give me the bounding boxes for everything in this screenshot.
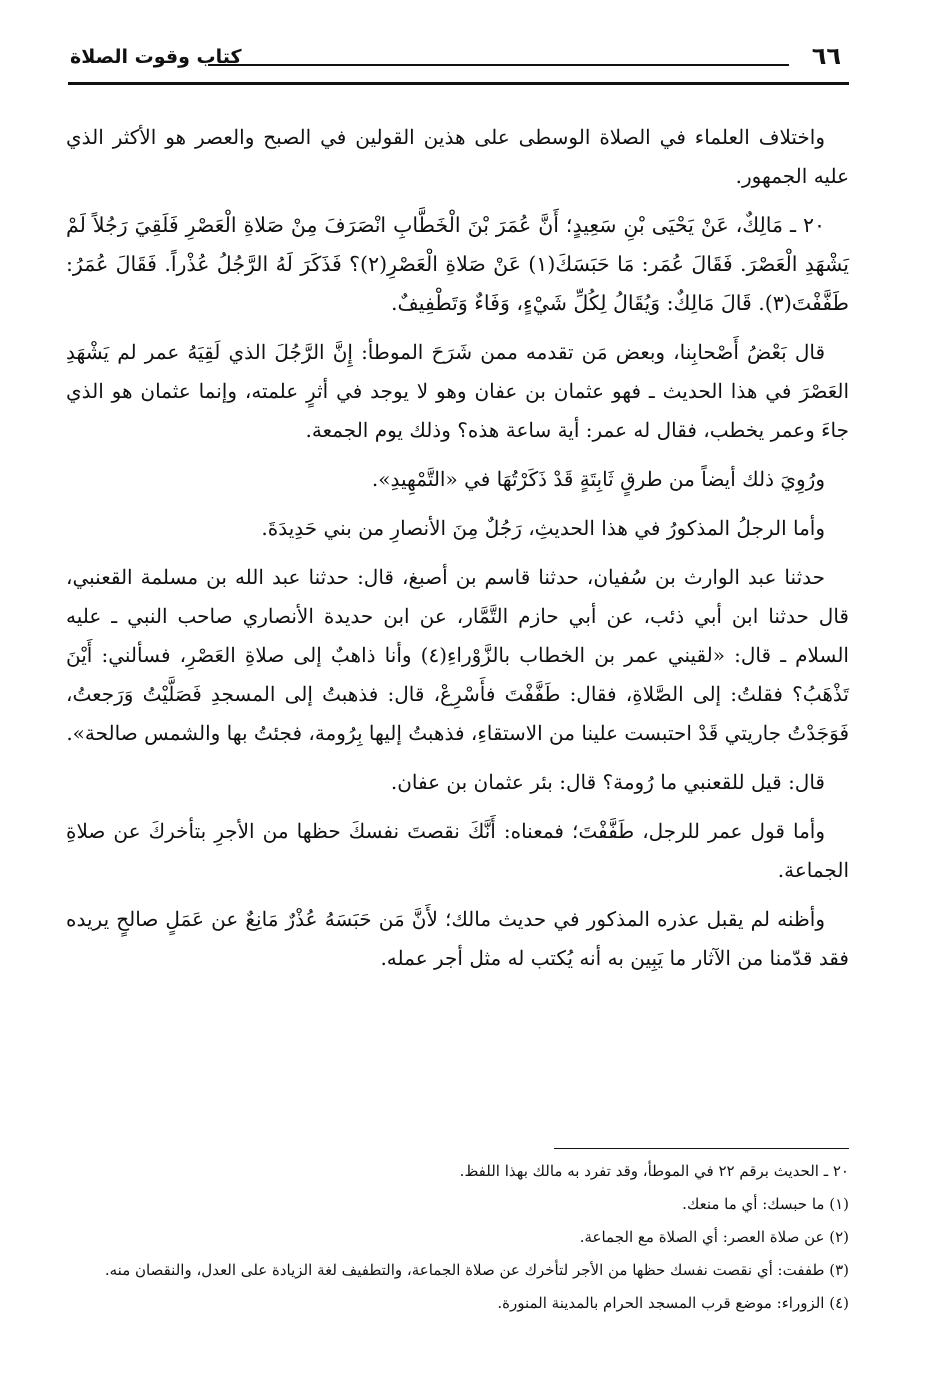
footnote: (١) ما حبسك: أي ما منعك. xyxy=(682,1195,849,1213)
paragraph: حدثنا عبد الوارث بن سُفيان، حدثنا قاسم بن أصبغ، قال: حدثنا عبد الله بن مسلمة القعنبي، قال حدثنا ابن أبي ذئب، عن أبي حازم التَّمَّار، عن ابن حديدة الأنصاري صاحب النبي ـ عليه السلام ـ قال: «لقيني عمر بن الخطاب بالزَّوْراءِ(٤) وأنا ذاهبٌ إلى صلاةِ العَصْرِ، فسألني: أَيْنَ تَذْهَبُ؟ فقلتُ: إلى الصَّلاةِ، فقال: طَفَّفْتَ فأَسْرِعْ، قال: فذهبتُ إلى المسجدِ فَصَلَّيْتُ وَرَجعتُ، فَوَجَدْتُ جاريتي قَدْ احتبست علينا من الاستقاءِ، فذهبتُ إليها بِرُومة، فجئتُ بها والشمس صالحة». xyxy=(66,565,849,745)
page-header xyxy=(68,40,849,85)
paragraph: وأما الرجلُ المذكورُ في هذا الحديثِ، رَجُلٌ مِنَ الأنصارِ من بني حَدِيدَةَ. xyxy=(261,516,825,540)
footnote: (٢) عن صلاة العصر: أي الصلاة مع الجماعة. xyxy=(579,1228,849,1246)
paragraph: قال: قيل للقعنبي ما رُومة؟ قال: بئر عثمان بن عفان. xyxy=(390,770,825,794)
footnotes xyxy=(66,1148,849,1322)
paragraph: ورُوِيَ ذلك أيضاً من طرقٍ ثَابِتَةٍ قَدْ ذَكَرْتُهَا في «التَّمْهِيدِ». xyxy=(371,467,825,491)
footnote: ٢٠ ـ الحديث برقم ٢٢ في الموطأ، وقد تفرد به مالك بهذا اللفظ. xyxy=(459,1162,849,1180)
main-text xyxy=(66,118,849,988)
footnote-divider xyxy=(554,1148,849,1149)
hadith-paragraph: ٢٠ ـ مَالِكٌ، عَنْ يَحْيَى بْنِ سَعِيدٍ؛ أَنَّ عُمَرَ بْنَ الْخَطَّابِ انْصَرَفَ مِنْ صَلاةِ الْعَصْرِ فَلَقِيَ رَجُلاً لَمْ يَشْهَدِ الْعَصْرَ. فَقَالَ عُمَر: مَا حَبَسَكَ(١) عَنْ صَلاةِ الْعَصْرِ(٢)؟ فَذَكَرَ لَهُ الرَّجُلُ عُذْراً. فَقَالَ عُمَرُ: طَفَّفْتَ(٣). قَالَ مَالِكٌ: وَيُقَالُ لِكُلِّ شَيْءٍ، وَفَاءٌ وَتَطْفِيفٌ. xyxy=(66,213,850,315)
footnote: (٣) طففت: أي نقصت نفسك حظها من الأجر لتأخرك عن صلاة الجماعة، والتطفيف لغة الزيادة على العدل، والنقصان منه. xyxy=(104,1261,849,1279)
paragraph: وأظنه لم يقبل عذره المذكور في حديث مالك؛ لأَنَّ مَن حَبَسَهُ عُذْرٌ مَانِعٌ عن عَمَلٍ صالحٍ يريده فقد قدّمنا من الآثار ما يَبِين به أنه يُكتب له مثل أجر عمله. xyxy=(66,907,849,970)
header-rule xyxy=(208,64,789,66)
running-title: كتاب وقوت الصلاة xyxy=(70,46,242,68)
paragraph: واختلاف العلماء في الصلاة الوسطى على هذين القولين في الصبح والعصر هو الأكثر الذي عليه الجمهور. xyxy=(66,125,849,188)
page-number: ٦٦ xyxy=(811,42,841,70)
footnote: (٤) الزوراء: موضع قرب المسجد الحرام بالمدينة المنورة. xyxy=(497,1294,849,1312)
paragraph: قال بَعْضُ أَصْحابِنا، وبعض مَن تقدمه ممن شَرَحَ الموطأ: إِنَّ الرَّجُلَ الذي لَقِيَهُ عمر لم يَشْهَدِ العَصْرَ في هذا الحديث ـ فهو عثمان بن عفان وهو لا يوجد في أثرٍ علمته، وإنما عثمان هو الذي جاءَ وعمر يخطب، فقال له عمر: أية ساعة هذه؟ وذلك يوم الجمعة. xyxy=(66,340,849,442)
paragraph: وأما قول عمر للرجل، طَفَّفْتَ؛ فمعناه: أَنَّكَ نقصتَ نفسكَ حظها من الأجرِ بتأخركَ عن صلاةِ الجماعة. xyxy=(66,819,849,882)
